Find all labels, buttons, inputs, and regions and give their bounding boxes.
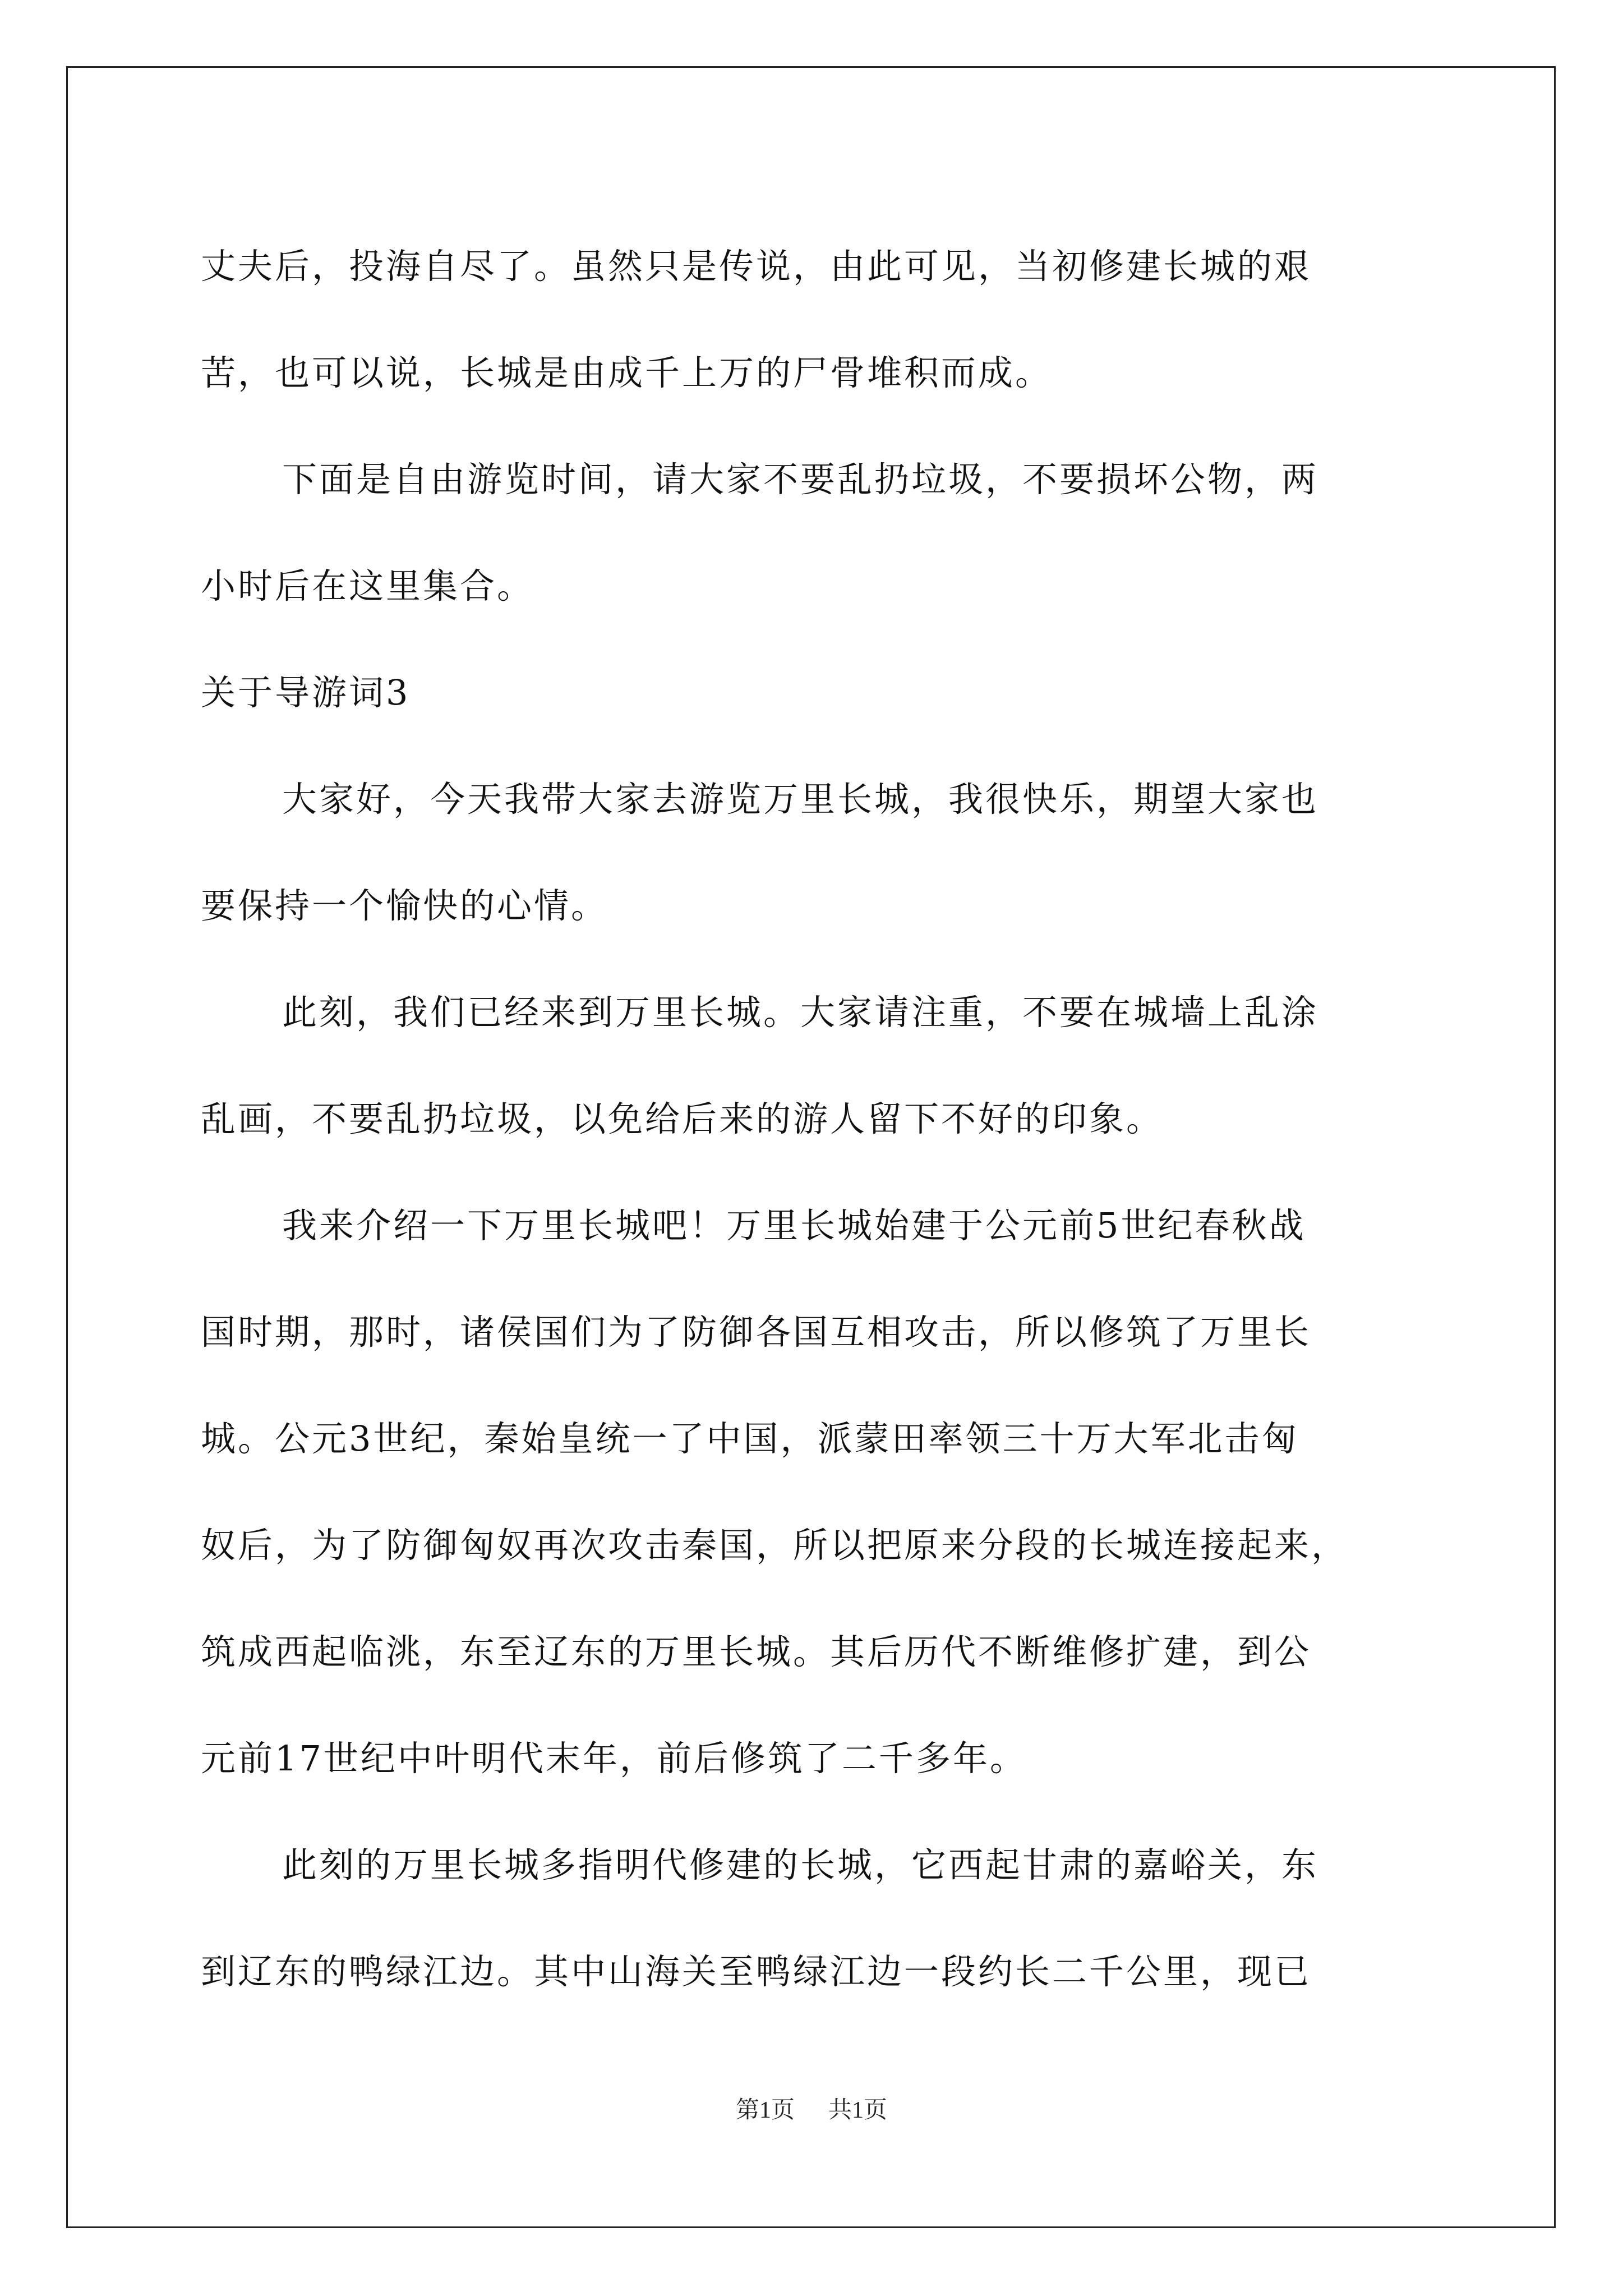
page-number: 第1页 [735, 2097, 795, 2123]
body-line-16: 此刻的万里长城多指明代修建的长城，它西起甘肃的嘉峪关，东 [282, 1844, 1319, 1885]
body-line-13: 奴后，为了防御匈奴再次攻击秦国，所以把原来分段的长城连接起来， [201, 1525, 1349, 1566]
body-line-2: 苦，也可以说，长城是由成千上万的尸骨堆积而成。 [201, 352, 1053, 393]
body-line-15: 元前17世纪中叶明代末年，前后修筑了二千多年。 [201, 1738, 1027, 1779]
section-heading: 关于导游词3 [201, 672, 411, 713]
document-body [201, 213, 1468, 2025]
body-line-9: 乱画，不要乱扔垃圾，以免给后来的游人留下不好的印象。 [201, 1098, 1164, 1139]
body-line-11: 国时期，那时，诸侯国们为了防御各国互相攻击，所以修筑了万里长 [201, 1312, 1312, 1352]
body-line-7: 要保持一个愉快的心情。 [201, 885, 608, 926]
page-footer [0, 2091, 1623, 2125]
body-line-10: 我来介绍一下万里长城吧！万里长城始建于公元前5世纪春秋战 [282, 1205, 1306, 1246]
page-total: 共1页 [828, 2097, 888, 2123]
body-line-3: 下面是自由游览时间，请大家不要乱扔垃圾，不要损坏公物，两 [282, 459, 1319, 500]
body-line-4: 小时后在这里集合。 [201, 565, 534, 606]
body-line-8: 此刻，我们已经来到万里长城。大家请注重，不要在城墙上乱涂 [282, 992, 1319, 1033]
body-line-6: 大家好，今天我带大家去游览万里长城，我很快乐，期望大家也 [282, 779, 1319, 820]
body-line-12: 城。公元3世纪，秦始皇统一了中国，派蒙田率领三十万大军北击匈 [201, 1418, 1299, 1459]
body-line-17: 到辽东的鸭绿江边。其中山海关至鸭绿江边一段约长二千公里，现已 [201, 1951, 1312, 1992]
body-line-14: 筑成西起临洮，东至辽东的万里长城。其后历代不断维修扩建，到公 [201, 1631, 1312, 1672]
body-line-1: 丈夫后，投海自尽了。虽然只是传说，由此可见，当初修建长城的艰 [201, 246, 1312, 287]
